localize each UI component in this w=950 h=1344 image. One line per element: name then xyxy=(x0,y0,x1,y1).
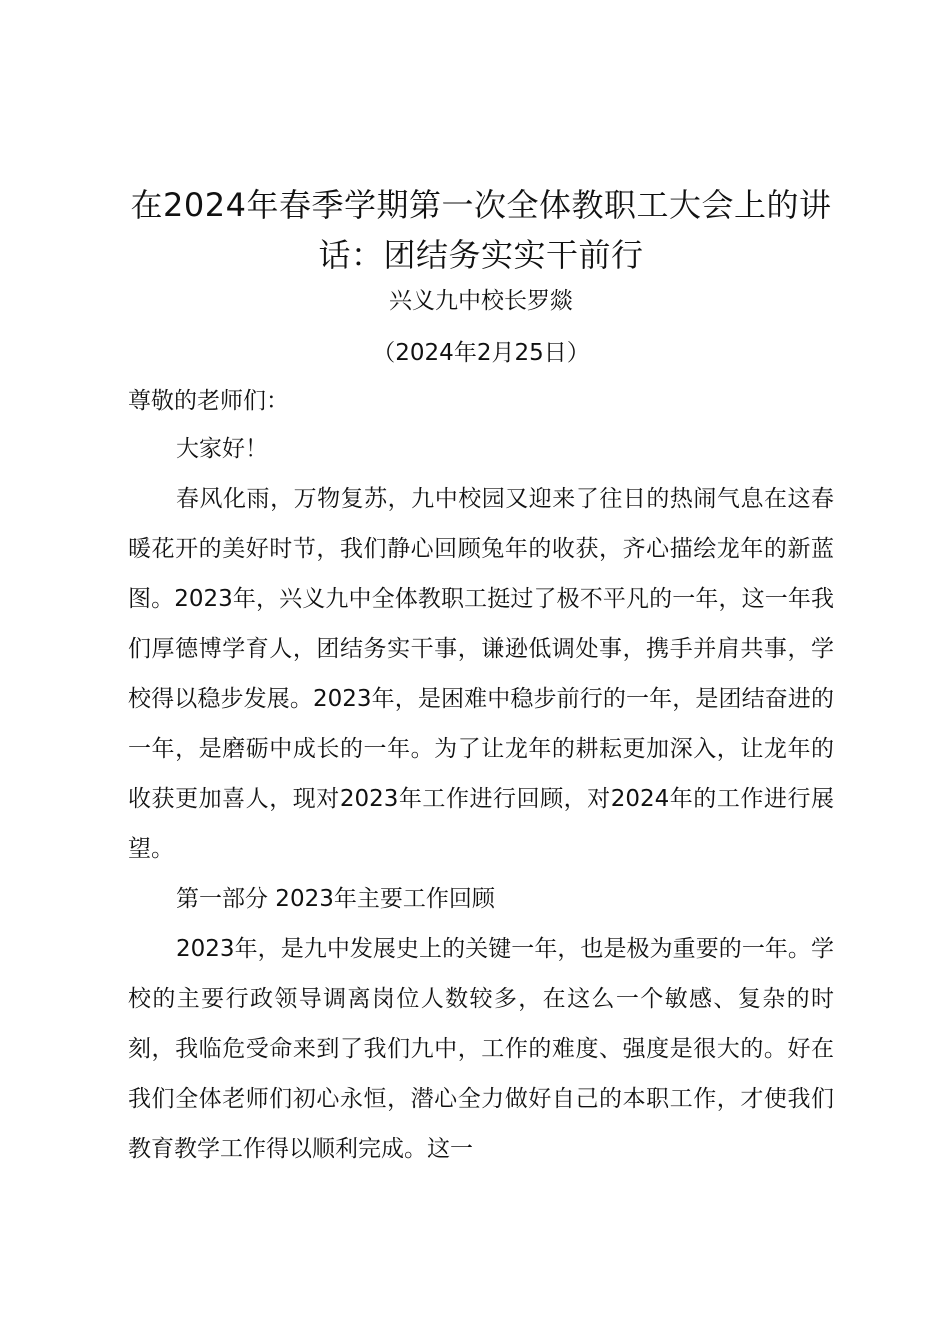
document-title: 在2024年春季学期第一次全体教职工大会上的讲话：团结务实实干前行 xyxy=(130,186,832,274)
document-date: （2024年2月25日） xyxy=(372,340,590,366)
document-body xyxy=(128,180,834,1174)
greeting: 大家好！ xyxy=(176,436,268,462)
section-heading: 第一部分 2023年主要工作回顾 xyxy=(176,886,495,912)
salutation: 尊敬的老师们： xyxy=(128,388,289,414)
paragraph-review: 2023年，是九中发展史上的关键一年，也是极为重要的一年。学校的主要行政领导调离岗位人数较多，在这么一个敏感、复杂的时刻，我临危受命来到了我们九中，工作的难度、强度是很大的。好在我们全体老师们初心永恒，潜心全力做好自己的本职工作，才使我们教育教学工作得以顺利完成。这一 xyxy=(128,936,834,1162)
document-author: 兴义九中校长罗燚 xyxy=(389,288,573,314)
paragraph-intro: 春风化雨，万物复苏，九中校园又迎来了往日的热闹气息在这春暖花开的美好时节，我们静心回顾兔年的收获，齐心描绘龙年的新蓝图。2023年，兴义九中全体教职工挺过了极不平凡的一年，这一年我们厚德博学育人，团结务实干事，谦逊低调处事，携手并肩共事，学校得以稳步发展。2023年，是困难中稳步前行的一年，是团结奋进的一年，是磨砺中成长的一年。为了让龙年的耕耘更加深入，让龙年的收获更加喜人，现对2023年工作进行回顾，对2024年的工作进行展望。 xyxy=(128,486,834,862)
